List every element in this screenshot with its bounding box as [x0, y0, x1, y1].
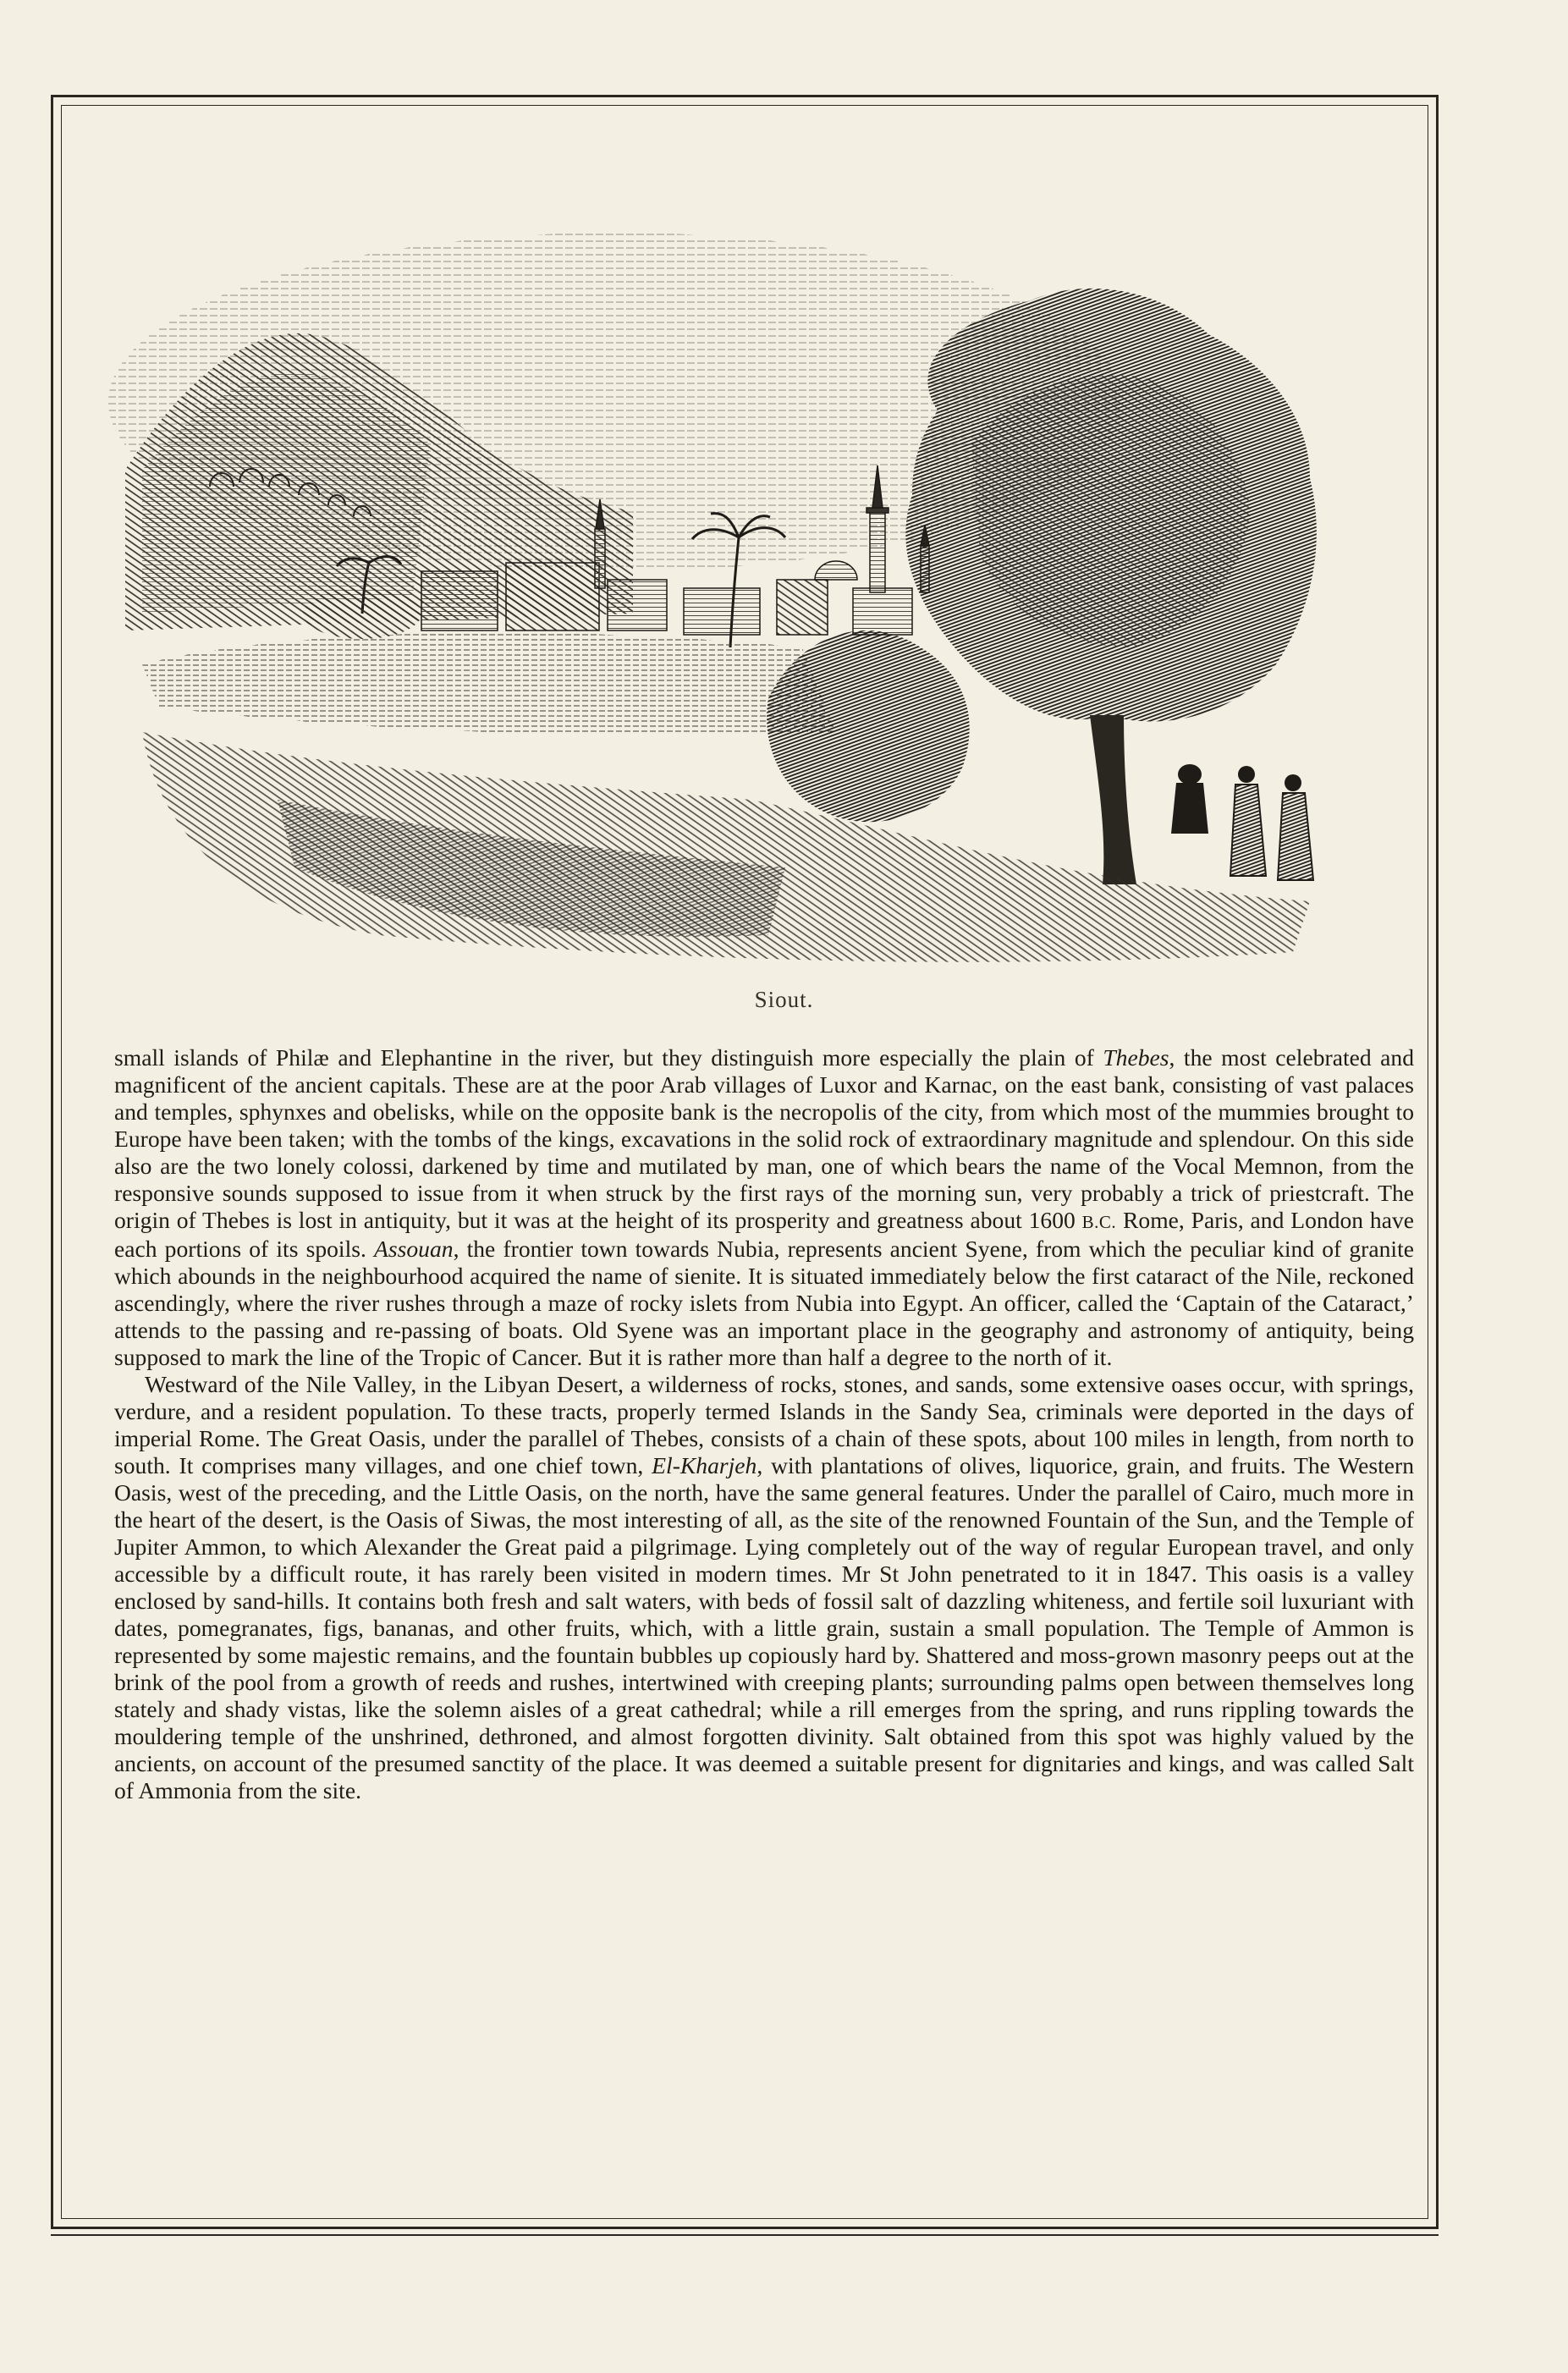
text-run: , with plantations of olives, liquorice, grain, and fruits. The Western Oasis, west of the preceding, and the Little Oasis, on the north, have the same general features. Under the parallel of Cairo, much more in the heart of the desert, is the Oasis of Siwas, the most interesting of all, as the site of the renowned Fountain of the Sun, and the Temple of Jupiter Ammon, to which Alexander the Great paid a pilgrimage. Lying completely out of the way of regular European travel, and only accessible by a difficult route, it has rarely been visited in modern times. Mr St John penetrated to it in 1847. This oasis is a valley enclosed by sand-hills. It contains both fresh and salt waters, with beds of fossil salt of dazzling whiteness, and fertile soil luxuriant with dates, pomegranates, figs, bananas, and other fruits, which, with a little grain, sustain a small population. The Temple of Ammon is represented by some majestic remains, and the fountain bubbles up copiously hard by. Shattered and moss-grown masonry peeps out at the brink of the pool from a growth of reeds and rushes, intertwined with creeping plants; surrounding palms open between themselves long stately and shady vistas, like the solemn aisles of a great cathedral; while a rill emerges from the spring, and runs rippling towards the mouldering temple of the unshrined, dethroned, and almost forgotten divinity. Salt obtained from this spot was highly valued by the ancients, on account of the presumed sanctity of the place. It was deemed a suitable present for dignitaries and kings, and was called Salt of Ammonia from the site.	[114, 1452, 1415, 1803]
italic-term: Assouan	[374, 1236, 454, 1262]
italic-term: Thebes	[1103, 1044, 1169, 1071]
text-run: Westward of the Nile Valley, in the Libyan Desert, a wilderness of rocks, stones, and sands, some extensive oases occur, with springs, verdure, and a resident population. To these tracts, properly termed Islands in the Sandy Sea, criminals were deported in the days of imperial Rome. The Great Oasis, under the parallel of Thebes, consists of a chain of these spots, about 100 miles in length, from north to south. It comprises many villages, and one chief town,	[114, 1371, 1414, 1478]
text-run: , the frontier town towards Nubia, represents ancient Syene, from which the peculiar kind of granite which abounds in the neighbourhood acquired the name of sienite. It is situated immediately below the first cataract of the Nile, reckoned ascendingly, where the river rushes through a maze of rocky islets from Nubia into Egypt. An officer, called the ‘Captain of the Cataract,’ attends to the passing and re-passing of boats. Old Syene was an important place in the geography and astronomy of antiquity, being supposed to mark the line of the Tropic of Cancer. But it is rather more than half a degree to the north of it.	[114, 1236, 1414, 1370]
tree-trunk	[1090, 715, 1136, 884]
human-figures	[1171, 764, 1313, 880]
italic-term: El-Kharjeh	[652, 1452, 757, 1478]
text-run: , the most celebrated and magnificent of the ancient capitals. These are at the poor Arab villages of Luxor and Karnac, on the east bank, consisting of vast palaces and temples, sphynxes and obelisks, while on the opposite bank is the necropolis of the city, from which most of the mummies brought to Europe have been taken; with the tombs of the kings, excavations in the solid rock of extraordinary magnitude and splendour. On this side also are the two lonely colossi, darkened by time and mutilated by man, one of which bears the name of the Vocal Memnon, from the responsive sounds supposed to issue from it when struck by the first rays of the morning sun, very probably a trick of priestcraft. The origin of Thebes is lost in antiquity, but it was at the height of its prosperity and greatness about 1600	[114, 1044, 1414, 1233]
trees-left	[303, 588, 421, 639]
article-body	[114, 1044, 1414, 1804]
figure-caption: Siout.	[754, 987, 814, 1012]
engraving-siout	[108, 190, 1335, 977]
paragraph	[114, 1044, 1414, 1371]
paragraph	[114, 1371, 1414, 1804]
bottom-rule	[51, 2234, 1439, 2236]
text-run: small islands of Philæ and Elephantine in the river, but they distinguish more especially the plain of	[114, 1044, 1103, 1071]
text-run: Rome, Paris, and London have each portions of its spoils.	[114, 1207, 1414, 1262]
river-water	[142, 633, 836, 735]
foreground-bushes	[767, 630, 970, 822]
small-caps-term: B.C.	[1081, 1212, 1117, 1232]
